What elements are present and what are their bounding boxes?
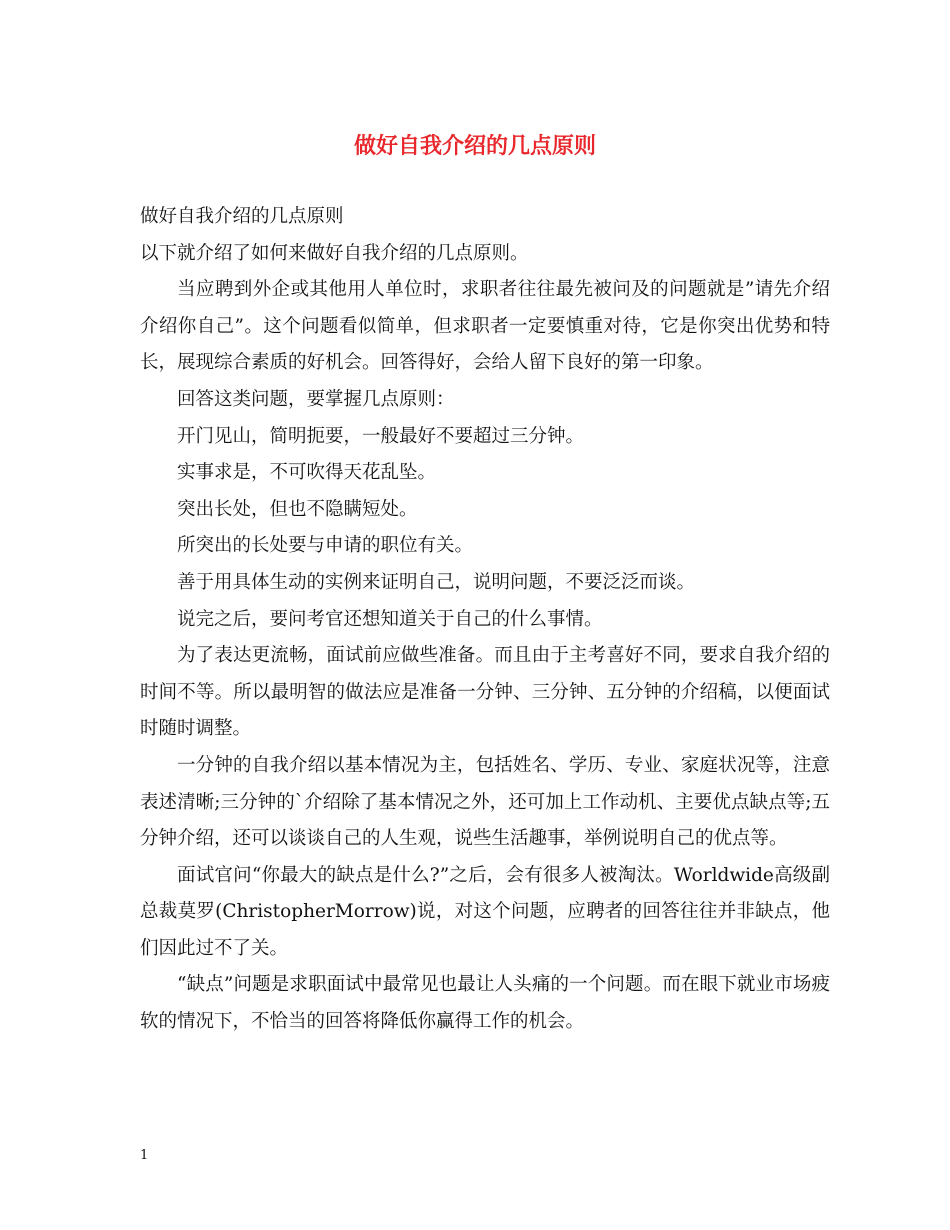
paragraph: 一分钟的自我介绍以基本情况为主，包括姓名、学历、专业、家庭状况等，注意表述清晰;三分钟的`介绍除了基本情况之外，还可加上工作动机、主要优点缺点等;五分钟介绍，还可以谈谈自己的人生观，说些生活趣事，举例说明自己的优点等。 bbox=[140, 754, 830, 850]
principle-item: 所突出的长处要与申请的职位有关。 bbox=[177, 535, 474, 557]
paragraph-intro: 以下就介绍了如何来做好自我介绍的几点原则。 bbox=[140, 242, 529, 264]
principle-item: 实事求是，不可吹得天花乱坠。 bbox=[177, 462, 437, 484]
principle-item: 突出长处，但也不隐瞒短处。 bbox=[177, 498, 418, 520]
principle-item: 说完之后，要问考官还想知道关于自己的什么事情。 bbox=[177, 608, 603, 630]
paragraph: 面试官问“你最大的缺点是什么?”之后，会有很多人被淘汰。Worldwide高级副总裁莫罗(ChristopherMorrow)说，对这个问题，应聘者的回答往往并非缺点，他们因此过不了关。 bbox=[140, 864, 830, 959]
paragraph: 回答这类问题，要掌握几点原则： bbox=[177, 388, 455, 410]
page-number: 1 bbox=[140, 1148, 149, 1163]
paragraph-heading: 做好自我介绍的几点原则 bbox=[140, 206, 344, 227]
document-title: 做好自我介绍的几点原则 bbox=[353, 133, 596, 159]
paragraph: 为了表达更流畅，面试前应做些准备。而且由于主考喜好不同，要求自我介绍的时间不等。所以最明智的做法应是准备一分钟、三分钟、五分钟的介绍稿，以便面试时随时调整。 bbox=[140, 645, 830, 740]
principle-item: 开门见山，简明扼要，一般最好不要超过三分钟。 bbox=[177, 425, 585, 447]
principle-item: 善于用具体生动的实例来证明自己，说明问题，不要泛泛而谈。 bbox=[177, 571, 696, 593]
paragraph: 当应聘到外企或其他用人单位时，求职者往往最先被问及的问题就是”请先介绍介绍你自己”。这个问题看似简单，但求职者一定要慎重对待，它是你突出优势和特长，展现综合素质的好机会。回答得好，会给人留下良好的第一印象。 bbox=[140, 279, 830, 374]
paragraph: “缺点”问题是求职面试中最常见也最让人头痛的一个问题。而在眼下就业市场疲软的情况下，不恰当的回答将降低你赢得工作的机会。 bbox=[140, 974, 830, 1033]
document-body bbox=[140, 199, 830, 1041]
